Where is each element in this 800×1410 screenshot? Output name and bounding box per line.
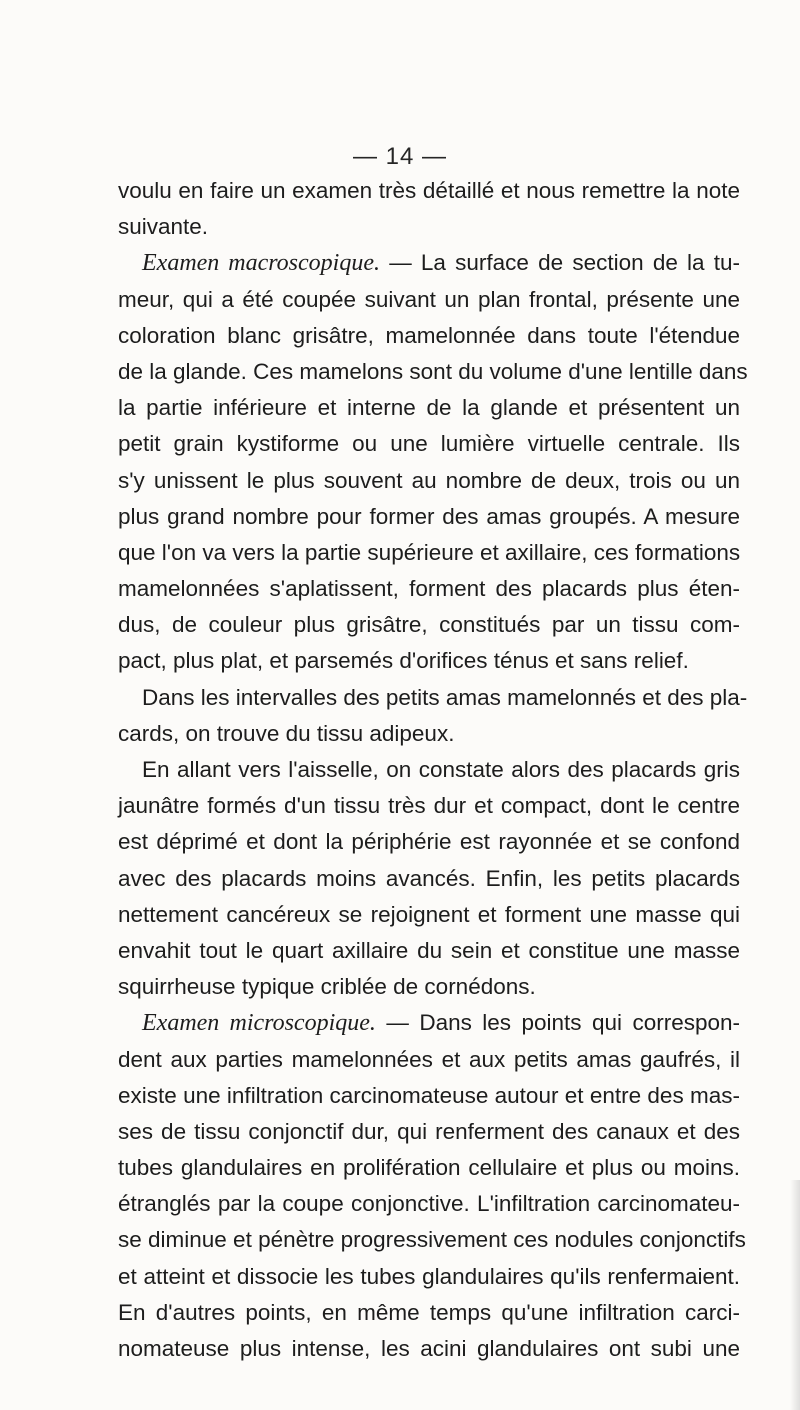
text-line: coloration blanc grisâtre, mamelonnée dans toute l'étendue	[118, 322, 740, 348]
text-line: cards, on trouve du tissu adipeux.	[118, 720, 455, 746]
text-line: tubes glandulaires en prolifération cellulaire et plus ou moins.	[118, 1155, 740, 1181]
text-line: de la glande. Ces mamelons sont du volume d'une lentille dans	[118, 358, 748, 384]
page-edge-shadow	[790, 1180, 800, 1410]
text-line: suivante.	[118, 214, 209, 240]
page-number: — 14 —	[352, 143, 448, 170]
body-text	[118, 173, 748, 1367]
text-line: et atteint et dissocie les tubes glandulaires qu'ils renfermaient.	[118, 1263, 740, 1289]
text-line: est déprimé et dont la périphérie est rayonnée et se confond	[118, 829, 740, 855]
text-line: jaunâtre formés d'un tissu très dur et compact, dont le centre	[118, 793, 740, 819]
text-line: petit grain kystiforme ou une lumière virtuelle centrale. Ils	[118, 431, 740, 457]
text-line: meur, qui a été coupée suivant un plan frontal, présente une	[118, 286, 740, 312]
section-heading-microscopic: Examen microscopique.	[142, 1010, 376, 1037]
section-heading-macroscopic: Examen macroscopique.	[142, 250, 380, 277]
text-line: pact, plus plat, et parsemés d'orifices ténus et sans relief.	[118, 648, 689, 674]
text-line: dus, de couleur plus grisâtre, constitués par un tissu com-	[118, 612, 740, 638]
text-line: En allant vers l'aisselle, on constate alors des placards gris	[142, 757, 740, 782]
text-line: la partie inférieure et interne de la glande et présentent un	[118, 395, 740, 421]
text-fragment: — La surface de section de la tu-	[380, 250, 741, 276]
text-line: étranglés par la coupe conjonctive. L'infiltration carcinomateu-	[118, 1191, 740, 1217]
text-line: En d'autres points, en même temps qu'une infiltration carci-	[118, 1299, 740, 1325]
text-line: voulu en faire un examen très détaillé et nous remettre la note	[118, 178, 740, 203]
text-line: s'y unissent le plus souvent au nombre de deux, trois ou un	[118, 467, 740, 493]
text-line: squirrheuse typique criblée de cornédons.	[118, 974, 536, 1000]
text-line: que l'on va vers la partie supérieure et axillaire, ces formations	[118, 539, 741, 565]
text-line: nettement cancéreux se rejoignent et forment une masse qui	[118, 901, 740, 927]
text-fragment: — Dans les points qui correspon-	[375, 1010, 741, 1036]
text-line: Dans les intervalles des petits amas mamelonnés et des pla-	[142, 684, 748, 710]
text-line: nomateuse plus intense, les acini glandulaires ont subi une	[118, 1336, 740, 1361]
text-line: mamelonnées s'aplatissent, forment des placards plus éten-	[118, 576, 740, 602]
text-line: dent aux parties mamelonnées et aux petits amas gaufrés, il	[118, 1046, 740, 1072]
text-line: existe une infiltration carcinomateuse autour et entre des mas-	[118, 1082, 740, 1108]
text-line: se diminue et pénètre progressivement ces nodules conjonctifs	[118, 1227, 746, 1253]
text-line: ses de tissu conjonctif dur, qui renferment des canaux et des	[118, 1118, 740, 1144]
text-line: plus grand nombre pour former des amas groupés. A mesure	[118, 503, 740, 529]
text-line	[118, 1005, 740, 1041]
text-line: avec des placards moins avancés. Enfin, les petits placards	[118, 865, 740, 891]
text-line	[118, 245, 740, 281]
text-line: envahit tout le quart axillaire du sein et constitue une masse	[118, 937, 740, 963]
